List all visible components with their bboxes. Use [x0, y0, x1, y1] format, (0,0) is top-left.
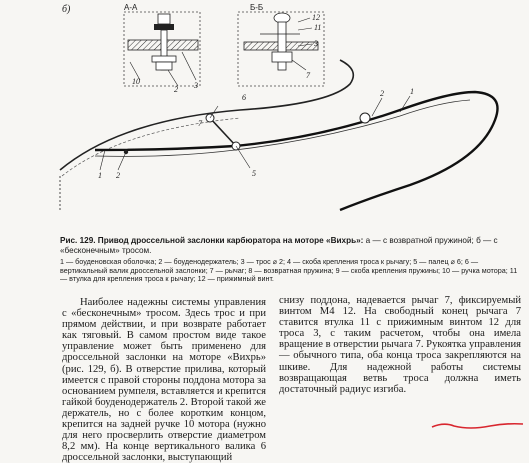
paragraph-right: снизу поддона, надевается рычаг 7, фиксируемый винтом М4 12. На свободный конец рычага 7 ставится втулка 11 с прижимным винтом 12 для троса 3, с таким расчетом, чтобы она имела вращение в отверстии рычага 7. Рукоятка управления — обычного типа, оба конца троса закрепляются на шкиве. Для надежной работы системы возвращающая ветвь троса должна иметь достаточный радиус изгиба. [279, 295, 521, 395]
section-aa-detail [124, 3, 200, 94]
label-10-aa: 10 [132, 77, 140, 86]
caption-text: а — с возвратной пружиной; б — с «бесконечным» тросом. [60, 236, 498, 255]
body-column-right [279, 295, 521, 395]
section-aa-label: А-А [124, 3, 138, 12]
label-1: 1 [98, 171, 102, 180]
label-2: 2 [116, 171, 120, 180]
figure-legend: 1 — боуденовская оболочка; 2 — боуденодержатель; 3 — трос ⌀ 2; 4 — скоба крепления троса к рычагу; 5 — палец ⌀ 6; 6 — вертикальный валик дроссельной заслонки; 7 — рычаг; 8 — возвратная пружина; 9 — скоба крепления пружины; 10 — ручка мотора; 11 — втулка для крепления троса к рычагу; 12 — прижимный винт. [60, 257, 518, 284]
label-11-bb: 11 [314, 23, 322, 32]
label-3-bb: 3 [314, 39, 318, 48]
bowden-holder-2 [360, 113, 370, 123]
label-12-bb: 12 [312, 13, 320, 22]
cable-bowden [95, 92, 498, 210]
red-underline-mark [430, 418, 525, 432]
section-bb-label: Б-Б [250, 3, 264, 12]
figure-caption [60, 236, 520, 256]
paragraph-left: Наиболее надежны системы управления с «бесконечным» тросом. Здесь трос и при прямом действии, и при возврате работает как тяговый. В самом простом виде такое управление может быть применено для дроссельной заслонки на моторе «Вихрь» (рис. 129, б). В отверстие прилива, который имеется с правой стороны поддона мотора за основанием румпеля, вставляется и крепится гайкой боуденодержатель 2. Второй такой же держатель, но с более коротким концом, крепится на задней ручке 10 мотора (нужно для него просверлить отверстие диаметром 8,2 мм). На конце вертикального валика 6 дроссельной заслонки, выступающий [62, 297, 266, 463]
subfig-label: б) [62, 4, 71, 15]
label-2-aa: 2 [174, 85, 178, 94]
label-5: 5 [252, 169, 256, 178]
label-7-bb: 7 [306, 71, 310, 80]
label-1-right: 1 [410, 87, 414, 96]
lever-7 [210, 118, 236, 146]
caption-title: Рис. 129. Привод дроссельной заслонки карбюратора на моторе «Вихрь»: [60, 236, 364, 245]
label-2-right: 2 [380, 89, 384, 98]
body-column-left [62, 297, 266, 463]
label-3-aa: 3 [194, 81, 198, 90]
label-6: 6 [242, 93, 246, 102]
section-bb-detail [238, 3, 324, 86]
label-7: 7 [198, 119, 202, 128]
